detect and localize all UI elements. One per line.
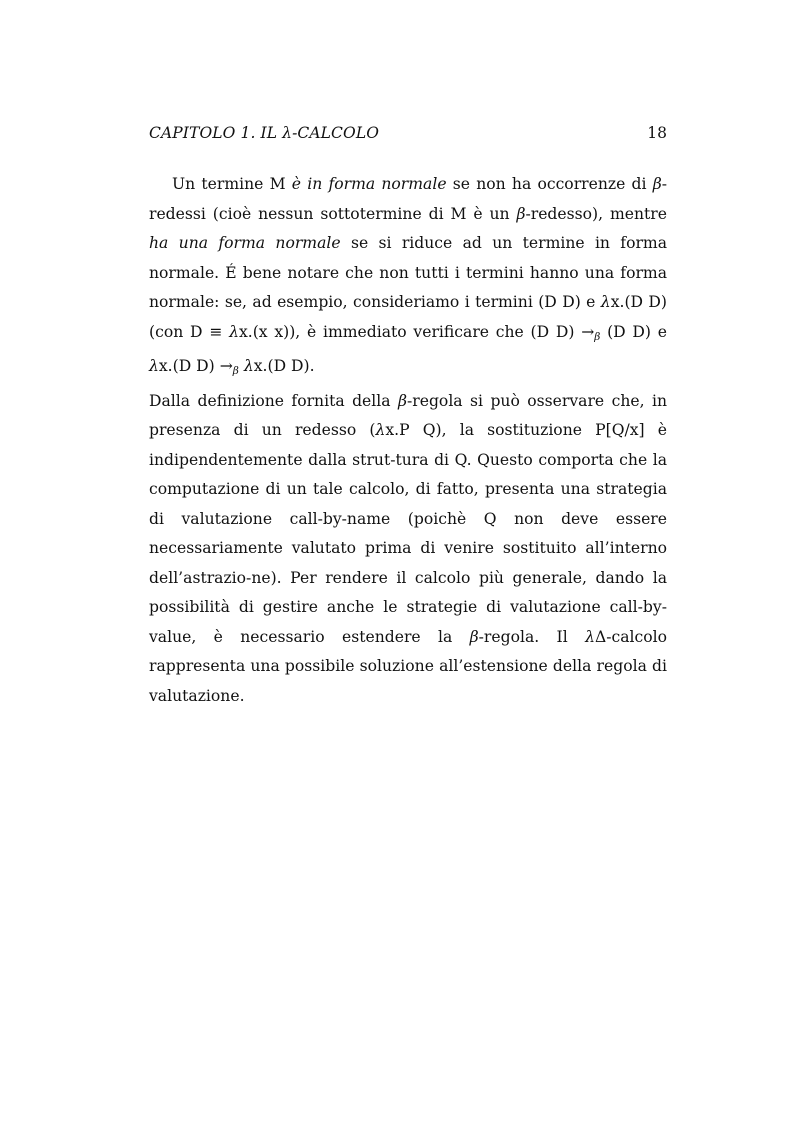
beta-symbol: β <box>469 627 479 646</box>
emphasis-term: è in forma normale <box>291 175 447 193</box>
text-run: Δ-calcolo rappresenta una possibile soluzione all’estensione della regola di valutazione. <box>149 627 667 705</box>
paragraph-beta-rule <box>149 387 667 712</box>
beta-symbol: β <box>516 204 526 223</box>
chapter-title-prefix: CAPITOLO 1. IL <box>149 124 283 142</box>
text-run: -regola si può osservare che, in presenza di un redesso ( <box>149 391 668 439</box>
beta-subscript: β <box>232 365 239 377</box>
text-run: x.P Q), la sostituzione P[Q/x] è indipendentemente dalla strut-tura di Q. Questo comporta che la computazione di un tale calcolo, di fatto, presenta una strategia di valutazione call-by-name (poichè Q non deve essere necessariamente valutato prima di venire sostituito all’interno dell’astrazio-ne). Per rendere il calcolo più generale, dando la possibilità di gestire anche le strategie di valutazione call-by-value, è necessario estendere la <box>149 421 667 646</box>
text-run: (D D) e <box>600 322 667 341</box>
text-run: x.(x x)), è immediato verificare che (D D) → <box>238 322 595 341</box>
running-header <box>149 124 667 146</box>
text-run: -regola. Il <box>478 627 586 646</box>
lambda-symbol: λ <box>282 124 293 142</box>
chapter-title-suffix: -CALCOLO <box>292 124 380 142</box>
lambda-symbol: λ <box>243 357 254 375</box>
lambda-symbol: λ <box>600 293 611 311</box>
body-text <box>149 170 667 711</box>
text-run: x.(D D). <box>253 357 315 375</box>
emphasis-term: ha una forma normale <box>149 234 341 252</box>
lambda-symbol: λ <box>229 322 239 341</box>
text-run: Un termine M <box>172 175 292 193</box>
lambda-symbol: λ <box>149 357 159 375</box>
paragraph-normal-form <box>149 170 667 387</box>
lambda-symbol: λ <box>375 421 386 439</box>
chapter-title <box>149 124 379 142</box>
text-run: x.(D D) → <box>158 357 233 375</box>
beta-symbol: β <box>397 391 407 410</box>
text-run: se si riduce ad un termine in forma normale. É bene notare che non tutti i termini hanno una forma normale: se, ad esempio, consideriamo i termini (D D) e <box>149 234 667 311</box>
text-run: -redesso), mentre <box>525 204 667 223</box>
text-run: x.(D D)(con D ≡ <box>149 293 668 341</box>
beta-symbol: β <box>652 175 662 193</box>
text-run: Dalla definizione fornita della <box>149 391 398 410</box>
beta-subscript: β <box>594 330 601 343</box>
text-run: se non ha occorrenze di <box>446 175 653 193</box>
page-number: 18 <box>647 124 667 142</box>
text-run: -redessi (cioè nessun sottotermine di M è un <box>149 175 667 223</box>
lambda-symbol: λ <box>585 627 595 646</box>
